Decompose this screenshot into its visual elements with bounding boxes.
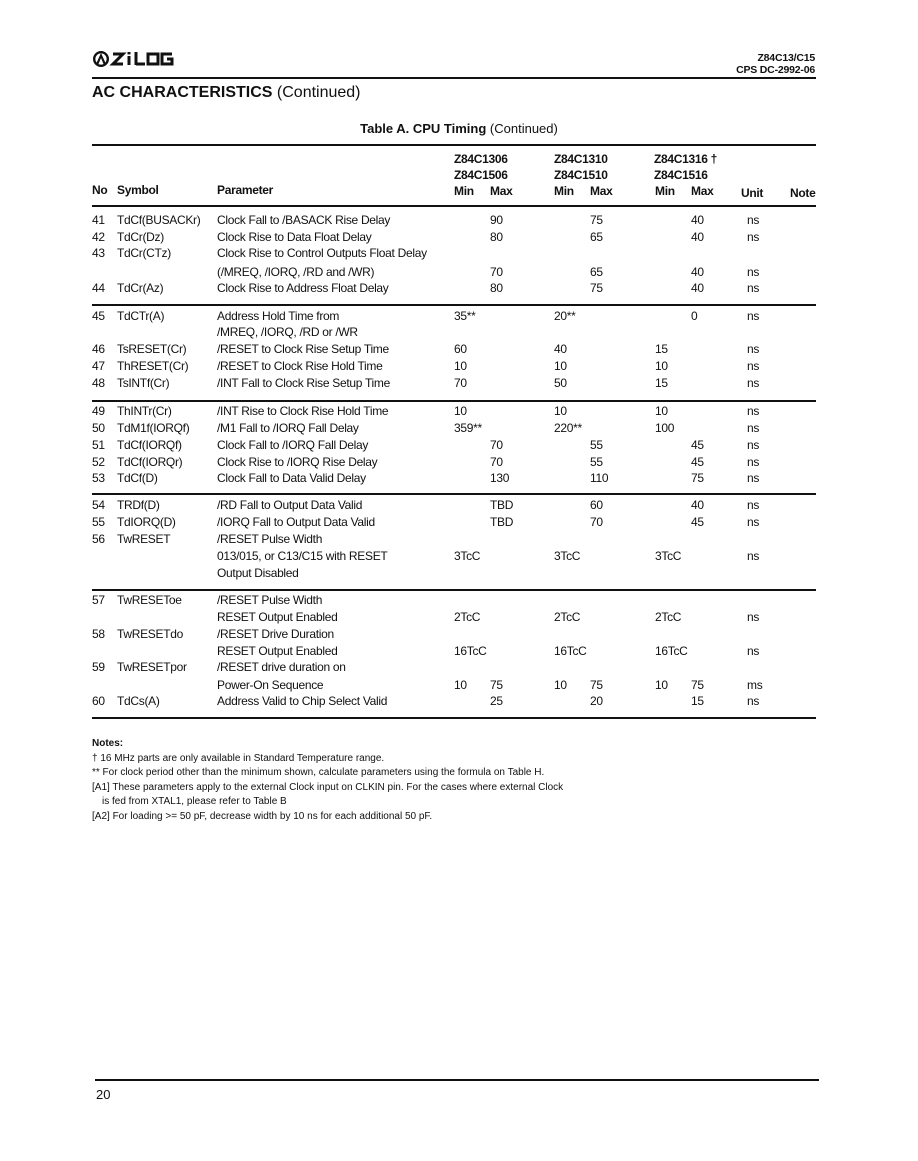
unit-cell: ns (747, 694, 760, 708)
max-value-2: 20 (590, 694, 603, 708)
max-value-1: TBD (490, 515, 514, 529)
table-row (0, 498, 918, 515)
symbol-cell: TdCf(IORQf) (117, 438, 182, 452)
max-value-3: 40 (691, 213, 704, 227)
min-value-1: 10 (454, 404, 467, 418)
min-value-2: 10 (554, 404, 567, 418)
min-value-3: 10 (655, 678, 668, 692)
col-header-min-3: Min (655, 184, 675, 198)
min-value-3: 15 (655, 376, 668, 390)
min-value-1: 359** (454, 421, 482, 435)
parameter-cell: Address Hold Time from (217, 309, 340, 323)
table-row (0, 660, 918, 677)
note-line: [A1] These parameters apply to the external Clock input on CLKIN pin. For the cases where external Clock (92, 781, 564, 793)
max-value-1: TBD (490, 498, 514, 512)
min-value-2: 220** (554, 421, 582, 435)
parameter-cell: Clock Rise to Data Float Delay (217, 230, 372, 244)
parameter-cell: Clock Fall to /BASACK Rise Delay (217, 213, 391, 227)
table-row (0, 246, 918, 263)
table-row (0, 694, 918, 711)
min-value-1: 60 (454, 342, 467, 356)
unit-cell: ns (747, 515, 760, 529)
min-value-2: 2TcC (554, 610, 581, 624)
min-value-2: 10 (554, 359, 567, 373)
row-number: 60 (92, 694, 105, 708)
parameter-cell: /RESET Pulse Width (217, 532, 323, 546)
max-value-2: 55 (590, 455, 603, 469)
symbol-cell: TRDf(D) (117, 498, 160, 512)
min-value-3: 100 (655, 421, 675, 435)
min-value-1: 35** (454, 309, 476, 323)
note-line: [A2] For loading >= 50 pF, decrease width by 10 ns for each additional 50 pF. (92, 810, 433, 822)
table-row (0, 359, 918, 376)
min-value-2: 40 (554, 342, 567, 356)
max-value-1: 70 (490, 265, 503, 279)
parameter-cell: Clock Rise to /IORQ Rise Delay (217, 455, 378, 469)
row-number: 50 (92, 421, 105, 435)
max-value-3: 40 (691, 281, 704, 295)
table-row (0, 230, 918, 247)
min-value-3: 2TcC (655, 610, 682, 624)
table-row (0, 376, 918, 393)
parameter-cell: Power-On Sequence (217, 678, 324, 692)
table-row (0, 455, 918, 472)
col-header-max-3: Max (691, 184, 714, 198)
col-header-max-1: Max (490, 184, 513, 198)
max-value-2: 65 (590, 265, 603, 279)
table-row (0, 515, 918, 532)
row-number: 53 (92, 471, 105, 485)
row-number: 49 (92, 404, 105, 418)
unit-cell: ns (747, 421, 760, 435)
col-header-min-1: Min (454, 184, 474, 198)
parameter-cell: Clock Rise to Control Outputs Float Delay (217, 246, 427, 260)
doc-code-line: Z84C13/C15 (757, 52, 815, 64)
parameter-cell: /IORQ Fall to Output Data Valid (217, 515, 375, 529)
parameter-cell: (/MREQ, /IORQ, /RD and /WR) (217, 265, 375, 279)
section-title-bold: AC CHARACTERISTICS (92, 84, 273, 101)
max-value-3: 75 (691, 471, 704, 485)
min-value-3: 16TcC (655, 644, 688, 658)
parameter-cell: Output Disabled (217, 566, 299, 580)
unit-cell: ns (747, 265, 760, 279)
table-title-normal: (Continued) (489, 121, 558, 136)
max-value-3: 45 (691, 438, 704, 452)
max-value-3: 15 (691, 694, 704, 708)
group-rule (92, 589, 816, 591)
unit-cell: ns (747, 471, 760, 485)
min-value-2: 50 (554, 376, 567, 390)
unit-cell: ns (747, 549, 760, 563)
min-value-3: 10 (655, 359, 668, 373)
max-value-2: 75 (590, 678, 603, 692)
parameter-cell: Clock Fall to /IORQ Fall Delay (217, 438, 369, 452)
table-row (0, 438, 918, 455)
parameter-cell: /MREQ, /IORQ, /RD or /WR (217, 325, 358, 339)
table-row (0, 309, 918, 326)
row-number: 55 (92, 515, 105, 529)
row-number: 51 (92, 438, 105, 452)
min-value-2: 10 (554, 678, 567, 692)
row-number: 44 (92, 281, 105, 295)
row-number: 46 (92, 342, 105, 356)
parameter-cell: Clock Fall to Data Valid Delay (217, 471, 366, 485)
row-number: 45 (92, 309, 105, 323)
min-value-1: 10 (454, 678, 467, 692)
part-header-1-line1: Z84C1306 (454, 152, 508, 166)
symbol-cell: ThRESET(Cr) (117, 359, 189, 373)
max-value-2: 65 (590, 230, 603, 244)
part-header-3-line2: Z84C1516 (654, 168, 708, 182)
part-header-1-line2: Z84C1506 (454, 168, 508, 182)
parameter-cell: RESET Output Enabled (217, 644, 338, 658)
parameter-cell: Clock Rise to Address Float Delay (217, 281, 389, 295)
table-row (0, 404, 918, 421)
row-number: 57 (92, 593, 105, 607)
unit-cell: ns (747, 644, 760, 658)
col-header-symbol: Symbol (117, 183, 159, 197)
col-header-note: Note (790, 186, 816, 200)
group-rule (92, 400, 816, 402)
col-header-unit: Unit (741, 186, 764, 200)
table-row (0, 265, 918, 282)
max-value-3: 45 (691, 515, 704, 529)
notes (92, 737, 632, 824)
document-code (736, 52, 815, 76)
symbol-cell: TdCf(BUSACKr) (117, 213, 201, 227)
zilog-logo (92, 50, 184, 68)
symbol-cell: TdIORQ(D) (117, 515, 176, 529)
max-value-3: 45 (691, 455, 704, 469)
unit-cell: ns (747, 213, 760, 227)
min-value-1: 70 (454, 376, 467, 390)
min-value-3: 15 (655, 342, 668, 356)
header-bottom-rule (92, 205, 816, 207)
notes-heading: Notes: (92, 738, 124, 749)
col-header-no: No (92, 183, 108, 197)
symbol-cell: TdCf(IORQr) (117, 455, 183, 469)
max-value-1: 90 (490, 213, 503, 227)
max-value-1: 25 (490, 694, 503, 708)
page-number: 20 (96, 1087, 111, 1102)
table-title-bold: Table A. CPU Timing (360, 121, 487, 136)
parameter-cell: /RD Fall to Output Data Valid (217, 498, 363, 512)
table-row (0, 549, 918, 566)
row-number: 42 (92, 230, 105, 244)
parameter-cell: /RESET Pulse Width (217, 593, 323, 607)
parameter-cell: /INT Rise to Clock Rise Hold Time (217, 404, 389, 418)
unit-cell: ns (747, 309, 760, 323)
max-value-1: 75 (490, 678, 503, 692)
min-value-3: 3TcC (655, 549, 682, 563)
row-number: 52 (92, 455, 105, 469)
max-value-1: 70 (490, 455, 503, 469)
symbol-cell: TdCf(D) (117, 471, 158, 485)
parameter-cell: /RESET to Clock Rise Hold Time (217, 359, 383, 373)
row-number: 41 (92, 213, 105, 227)
max-value-3: 40 (691, 265, 704, 279)
doc-code-line: CPS DC-2992-06 (736, 64, 815, 76)
unit-cell: ns (747, 610, 760, 624)
part-header-3-line1: Z84C1316 † (654, 152, 718, 166)
max-value-2: 110 (590, 471, 609, 485)
note-line: † 16 MHz parts are only available in Standard Temperature range. (92, 752, 385, 764)
col-header-min-2: Min (554, 184, 574, 198)
unit-cell: ns (747, 498, 760, 512)
symbol-cell: TdCr(CTz) (117, 246, 171, 260)
parameter-cell: /INT Fall to Clock Rise Setup Time (217, 376, 390, 390)
row-number: 56 (92, 532, 105, 546)
row-number: 48 (92, 376, 105, 390)
symbol-cell: TwRESEToe (117, 593, 182, 607)
max-value-2: 75 (590, 213, 603, 227)
table-row (0, 627, 918, 644)
col-header-parameter: Parameter (217, 183, 274, 197)
max-value-1: 80 (490, 281, 503, 295)
max-value-1: 70 (490, 438, 503, 452)
note-line: is fed from XTAL1, please refer to Table B (102, 796, 287, 807)
parameter-cell: 013/015, or C13/C15 with RESET (217, 549, 388, 563)
table-row (0, 566, 918, 583)
part-header-2-line2: Z84C1510 (554, 168, 608, 182)
max-value-3: 40 (691, 230, 704, 244)
symbol-cell: TwRESET (117, 532, 171, 546)
group-rule (92, 304, 816, 306)
symbol-cell: TsRESET(Cr) (117, 342, 187, 356)
table-row (0, 532, 918, 549)
min-value-2: 16TcC (554, 644, 587, 658)
table-row (0, 213, 918, 230)
table-bottom-rule (92, 717, 816, 719)
min-value-1: 16TcC (454, 644, 487, 658)
parameter-cell: /RESET to Clock Rise Setup Time (217, 342, 389, 356)
group-rule (92, 493, 816, 495)
symbol-cell: TwRESETpor (117, 660, 187, 674)
unit-cell: ns (747, 359, 760, 373)
parameter-cell: /RESET drive duration on (217, 660, 346, 674)
max-value-3: 75 (691, 678, 704, 692)
symbol-cell: TdM1f(IORQf) (117, 421, 190, 435)
symbol-cell: TdCr(Az) (117, 281, 164, 295)
max-value-2: 75 (590, 281, 603, 295)
symbol-cell: TdCs(A) (117, 694, 160, 708)
symbol-cell: ThINTr(Cr) (117, 404, 172, 418)
table-row (0, 325, 918, 342)
min-value-3: 10 (655, 404, 668, 418)
max-value-2: 70 (590, 515, 603, 529)
row-number: 58 (92, 627, 105, 641)
max-value-2: 55 (590, 438, 603, 452)
note-line: ** For clock period other than the minimum shown, calculate parameters using the formula on Table H. (92, 767, 545, 778)
table-title (0, 121, 918, 136)
max-value-1: 130 (490, 471, 510, 485)
unit-cell: ns (747, 342, 760, 356)
section-title-normal: (Continued) (276, 84, 361, 101)
unit-cell: ns (747, 404, 760, 418)
col-header-max-2: Max (590, 184, 613, 198)
symbol-cell: TdCTr(A) (117, 309, 165, 323)
table-row (0, 593, 918, 610)
table-row (0, 610, 918, 627)
table-row (0, 471, 918, 488)
min-value-1: 3TcC (454, 549, 481, 563)
max-value-3: 0 (691, 309, 698, 323)
min-value-2: 3TcC (554, 549, 581, 563)
table-top-rule (92, 144, 816, 146)
header-rule (92, 77, 816, 79)
table-row (0, 644, 918, 661)
unit-cell: ns (747, 230, 760, 244)
max-value-3: 40 (691, 498, 704, 512)
unit-cell: ns (747, 281, 760, 295)
unit-cell: ms (747, 678, 763, 692)
row-number: 47 (92, 359, 105, 373)
table-row (0, 281, 918, 298)
table-row (0, 678, 918, 695)
footer-rule (95, 1079, 819, 1081)
table-row (0, 342, 918, 359)
row-number: 43 (92, 246, 105, 260)
table-row (0, 421, 918, 438)
min-value-2: 20** (554, 309, 576, 323)
parameter-cell: Address Valid to Chip Select Valid (217, 694, 388, 708)
section-title (92, 84, 361, 102)
parameter-cell: RESET Output Enabled (217, 610, 338, 624)
unit-cell: ns (747, 376, 760, 390)
max-value-2: 60 (590, 498, 603, 512)
symbol-cell: TdCr(Dz) (117, 230, 164, 244)
min-value-1: 10 (454, 359, 467, 373)
parameter-cell: /RESET Drive Duration (217, 627, 334, 641)
symbol-cell: TwRESETdo (117, 627, 183, 641)
symbol-cell: TsINTf(Cr) (117, 376, 170, 390)
min-value-1: 2TcC (454, 610, 481, 624)
parameter-cell: /M1 Fall to /IORQ Fall Delay (217, 421, 359, 435)
unit-cell: ns (747, 455, 760, 469)
row-number: 54 (92, 498, 105, 512)
max-value-1: 80 (490, 230, 503, 244)
row-number: 59 (92, 660, 105, 674)
part-header-2-line1: Z84C1310 (554, 152, 608, 166)
unit-cell: ns (747, 438, 760, 452)
